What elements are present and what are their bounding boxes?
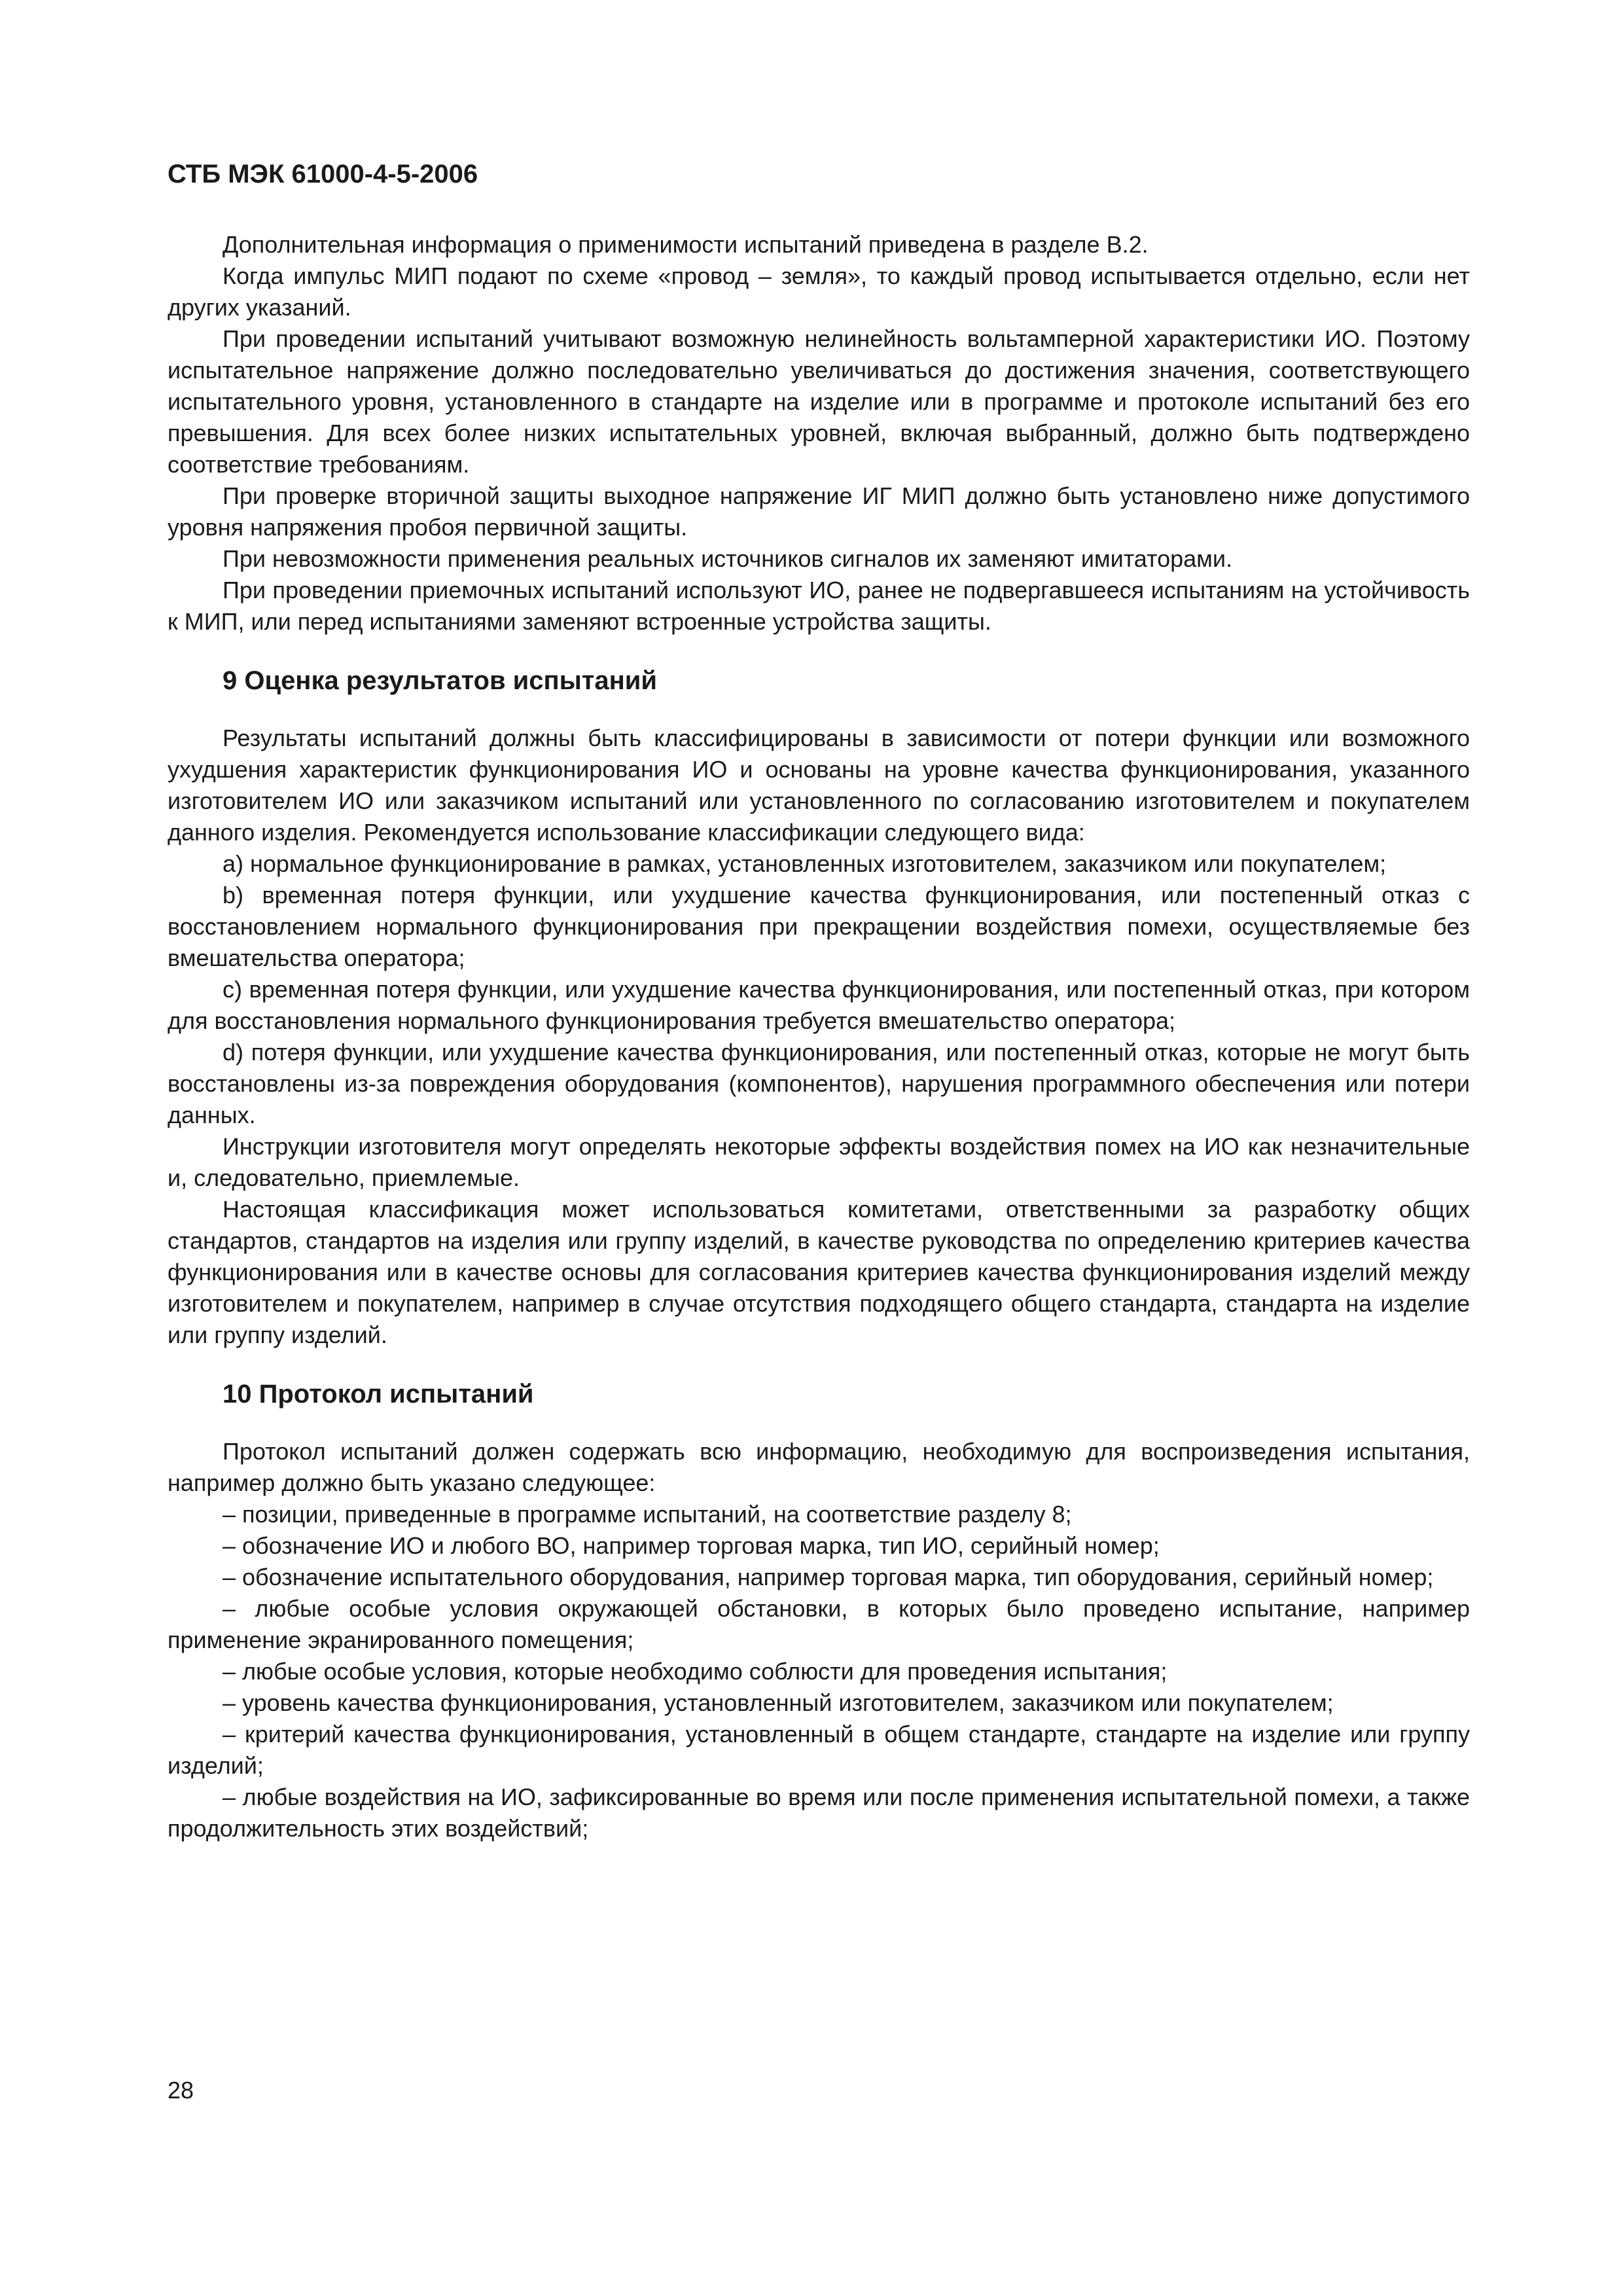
paragraph: При проведении приемочных испытаний используют ИО, ранее не подвергавшееся испытаниям на устойчивость к МИП, или перед испытаниями заменяют встроенные устройства защиты. bbox=[168, 577, 1470, 635]
page-content bbox=[168, 229, 1470, 1844]
list-item: – любые воздействия на ИО, зафиксированные во время или после применения испытательной помехи, а также продолжительность этих воздействий; bbox=[168, 1784, 1470, 1842]
page-number: 28 bbox=[168, 2077, 194, 2104]
paragraph: При проверке вторичной защиты выходное напряжение ИГ МИП должно быть установлено ниже допустимого уровня напряжения пробоя первичной защиты. bbox=[168, 482, 1470, 541]
list-item: a) нормальное функционирование в рамках, установленных изготовителем, заказчиком или покупателем; bbox=[223, 850, 1387, 877]
section-9-heading: 9 Оценка результатов испытаний bbox=[223, 666, 657, 695]
list-item: – обозначение ИО и любого ВО, например торговая марка, тип ИО, серийный номер; bbox=[223, 1532, 1160, 1559]
paragraph: При проведении испытаний учитывают возможную нелинейность вольтамперной характеристики ИО. Поэтому испытательное напряжение должно последовательно увеличиваться до достижения значения, соответствующего испытательного уровня, установленного в стандарте на изделие или в программе и протоколе испытаний без его превышения. Для всех более низких испытательных уровней, включая выбранный, должно быть подтверждено соответствие требованиям. bbox=[168, 325, 1470, 478]
paragraph: Настоящая классификация может использоваться комитетами, ответственными за разработку общих стандартов, стандартов на изделия или группу изделий, в качестве руководства по определению критериев качества функционирования или в качестве основы для согласования критериев качества функционирования изделий между изготовителем и покупателем, например в случае отсутствия подходящего общего стандарта, стандарта на изделие или группу изделий. bbox=[168, 1196, 1470, 1348]
list-item: c) временная потеря функции, или ухудшение качества функционирования, или постепенный отказ, при котором для восстановления нормального функционирования требуется вмешательство оператора; bbox=[168, 976, 1470, 1034]
list-item: – любые особые условия окружающей обстановки, в которых было проведено испытание, например применение экранированного помещения; bbox=[168, 1595, 1470, 1653]
paragraph: При невозможности применения реальных источников сигналов их заменяют имитаторами. bbox=[223, 545, 1233, 572]
paragraph: Дополнительная информация о применимости испытаний приведена в разделе B.2. bbox=[223, 231, 1149, 258]
paragraph: Когда импульс МИП подают по схеме «провод – земля», то каждый провод испытывается отдельно, если нет других указаний. bbox=[168, 262, 1470, 321]
list-item: – любые особые условия, которые необходимо соблюсти для проведения испытания; bbox=[223, 1658, 1168, 1685]
list-item: – позиции, приведенные в программе испытаний, на соответствие разделу 8; bbox=[223, 1501, 1072, 1528]
list-item: d) потеря функции, или ухудшение качества функционирования, или постепенный отказ, которые не могут быть восстановлены из-за повреждения оборудования (компонентов), нарушения программного обеспечения или потери данных. bbox=[168, 1039, 1470, 1128]
section-10-heading: 10 Протокол испытаний bbox=[223, 1380, 534, 1408]
list-item: b) временная потеря функции, или ухудшение качества функционирования, или постепенный отказ с восстановлением нормального функционирования при прекращении воздействия помехи, осуществляемые без вмешательства оператора; bbox=[168, 882, 1470, 971]
list-item: – обозначение испытательного оборудования, например торговая марка, тип оборудования, серийный номер; bbox=[223, 1564, 1434, 1590]
paragraph: Результаты испытаний должны быть классифицированы в зависимости от потери функции или возможного ухудшения характеристик функционирования ИО и основаны на уровне качества функционирования, указанного изготовителем ИО или заказчиком испытаний или установленного по согласованию изготовителем и покупателем данного изделия. Рекомендуется использование классификации следующего вида: bbox=[168, 725, 1470, 846]
document-header: СТБ МЭК 61000-4-5-2006 bbox=[168, 160, 478, 188]
paragraph: Протокол испытаний должен содержать всю информацию, необходимую для воспроизведения испытания, например должно быть указано следующее: bbox=[168, 1438, 1470, 1496]
list-item: – уровень качества функционирования, установленный изготовителем, заказчиком или покупателем; bbox=[223, 1689, 1334, 1716]
list-item: – критерий качества функционирования, установленный в общем стандарте, стандарте на изделие или группу изделий; bbox=[168, 1721, 1470, 1779]
paragraph: Инструкции изготовителя могут определять некоторые эффекты воздействия помех на ИО как незначительные и, следовательно, приемлемые. bbox=[168, 1133, 1470, 1191]
